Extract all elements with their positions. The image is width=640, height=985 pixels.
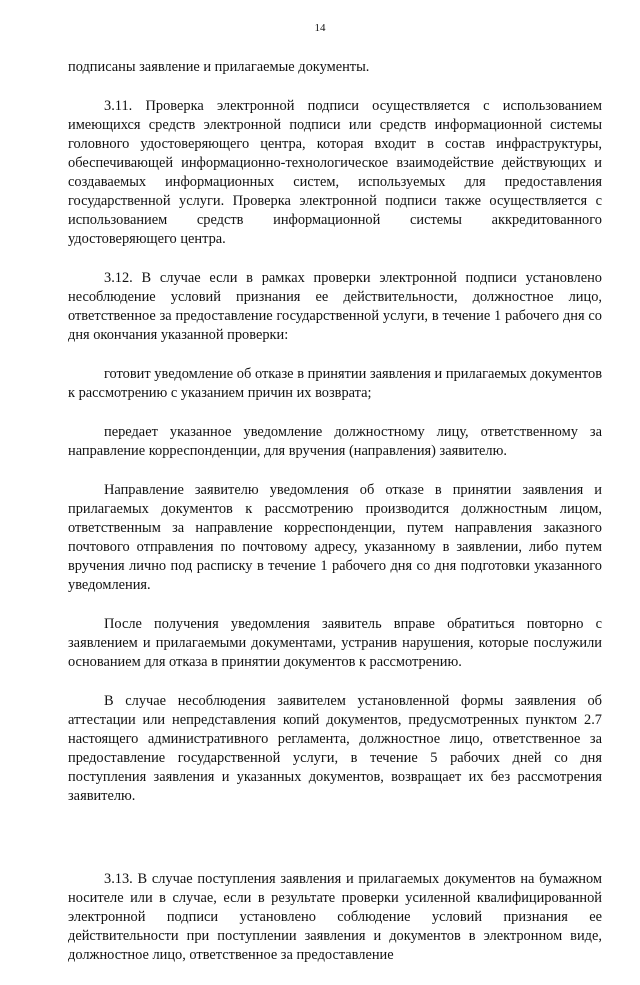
paragraph-transfers-notice: передает указанное уведомление должностному лицу, ответственному за направление корреспонденции, для вручения (направления) заявителю. <box>68 424 602 459</box>
paragraph-3-11: 3.11. Проверка электронной подписи осуществляется с использованием имеющихся средств электронной подписи или средств информационной системы головного удостоверяющего центра, которая входит в состав инфраструктуры, обеспечивающей информационно-технологическое взаимодействие действующих и создаваемых информационных систем, используемых для предоставления государственной услуги. Проверка электронной подписи также осуществляется с использованием средств информационной системы аккредитованного удостоверяющего центра. <box>68 98 602 247</box>
document-body <box>68 58 602 985</box>
paragraph-form-noncompliance: В случае несоблюдения заявителем установленной формы заявления об аттестации или непредставления копий документов, предусмотренных пунктом 2.7 настоящего административного регламента, должностное лицо, ответственное за предоставление государственной услуги, в течение 5 рабочих дней со дня поступления заявления и указанных документов, возвращает их без рассмотрения заявителю. <box>68 693 602 804</box>
paragraph-notice-delivery: Направление заявителю уведомления об отказе в принятии заявления и прилагаемых документов к рассмотрению производится должностным лицом, ответственным за направление корреспонденции, путем направления заказного почтового отправления по почтовому адресу, указанному в заявлении, либо путем вручения лично под расписку в течение 1 рабочего дня со дня подготовки указанного уведомления. <box>68 482 602 593</box>
paragraph-continuation: подписаны заявление и прилагаемые документы. <box>68 59 370 75</box>
page-number: 14 <box>314 22 326 34</box>
paragraph-3-13: 3.13. В случае поступления заявления и прилагаемых документов на бумажном носителе или в случае, если в результате проверки усиленной квалифицированной электронной подписи установлено соблюдение условий признания ее действительности при поступлении заявления и документов в электронном виде, должностное лицо, ответственное за предоставление <box>68 871 602 963</box>
paragraph-3-12: 3.12. В случае если в рамках проверки электронной подписи установлено несоблюдение условий признания ее действительности, должностное лицо, ответственное за предоставление государственной услуги, в течение 1 рабочего дня со дня окончания указанной проверки: <box>68 270 602 343</box>
paragraph-prepares-notice: готовит уведомление об отказе в принятии заявления и прилагаемых документов к рассмотрению с указанием причин их возврата; <box>68 366 602 401</box>
paragraph-reapply: После получения уведомления заявитель вправе обратиться повторно с заявлением и прилагаемыми документами, устранив нарушения, которые послужили основанием для отказа в принятии документов к рассмотрению. <box>68 616 602 670</box>
